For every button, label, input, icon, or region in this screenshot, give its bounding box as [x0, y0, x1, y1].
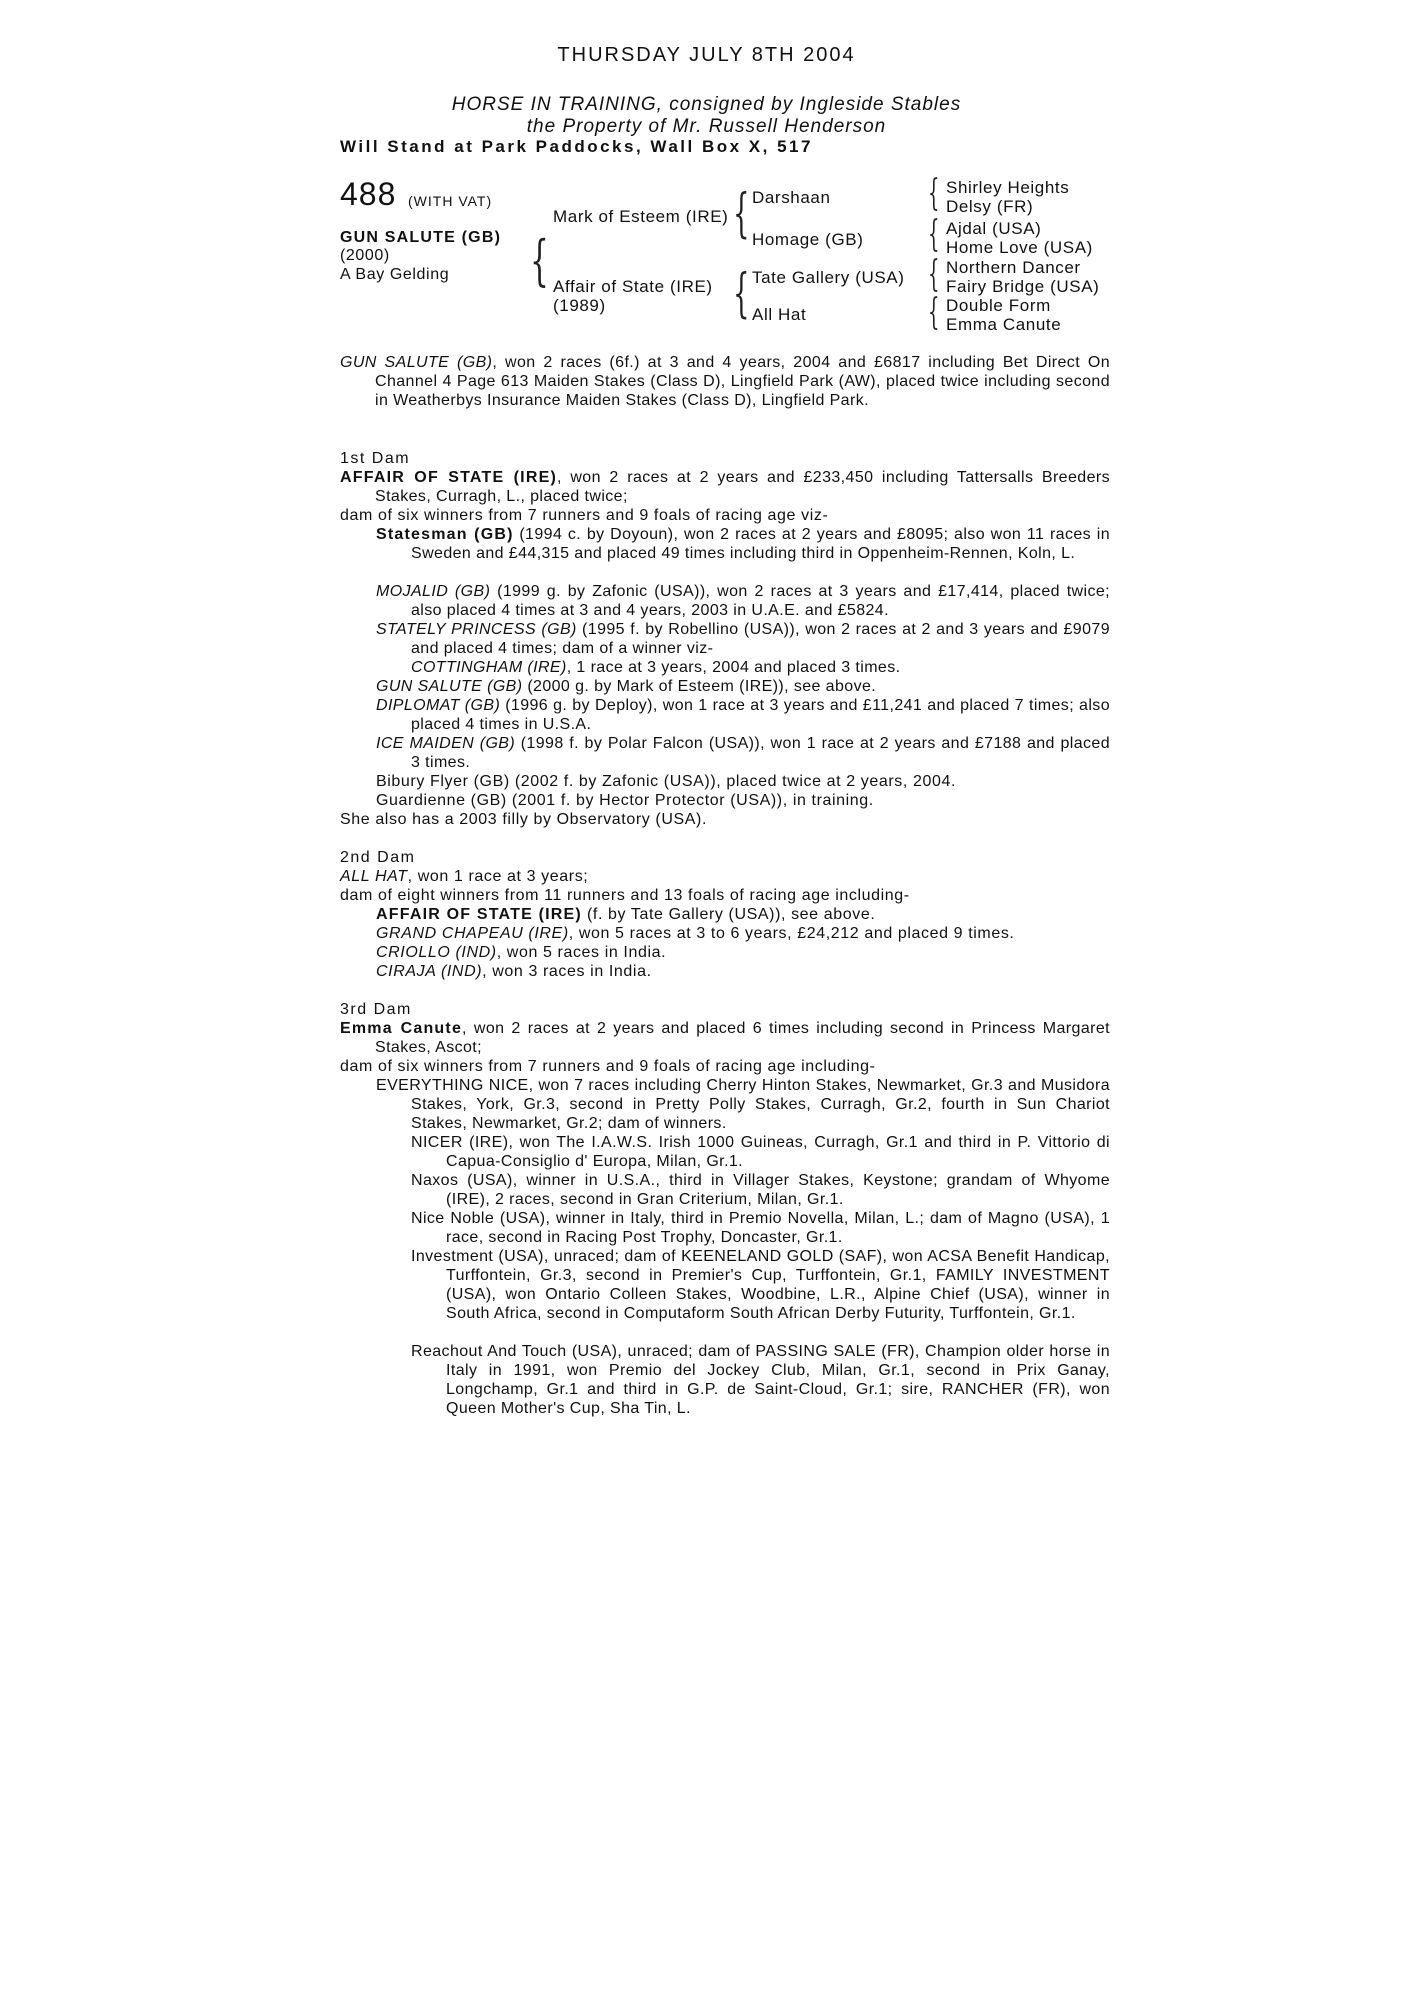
produce-name: COTTINGHAM (IRE)	[411, 659, 567, 676]
produce-item	[376, 791, 874, 810]
produce-item	[376, 582, 1110, 620]
ancestor-5: Northern Dancer	[946, 258, 1081, 277]
produce-name: DIPLOMAT (GB)	[376, 697, 501, 714]
produce-item: Reachout And Touch (USA), unraced; dam of PASSING SALE (FR), Champion older horse in Italy in 1991, won Premio del Jockey Club, Milan, Gr.1, second in Prix Ganay, Longchamp, Gr.1 and third in G.P. de Saint-Cloud, Gr.1; sire, RANCHER (FR), won Queen Mother's Cup, Sha Tin, L.	[411, 1343, 1110, 1417]
produce-text: , won 3 races in India.	[482, 963, 652, 980]
produce-text: Bibury Flyer (GB) (2002 f. by Zafonic (USA)), placed twice at 2 years, 2004.	[376, 773, 957, 790]
race-record-text: , won 2 races (6f.) at 3 and 4 years, 2004 and £6817 including Bet Direct On Channel 4 Page 613 Maiden Stakes (Class D), Lingfield Park (AW), placed twice including second in Weatherbys Insurance Maiden Stakes (Class D), Lingfield Park.	[375, 354, 1110, 409]
produce-item	[376, 620, 1110, 658]
first-dam-text: , won 2 races at 2 years and £233,450 including Tattersalls Breeders Stakes, Curragh, L., placed twice;	[375, 469, 1111, 505]
pedigree-brace: {	[928, 254, 940, 295]
produce-item: Investment (USA), unraced; dam of KEENELAND GOLD (SAF), won ACSA Benefit Handicap, Turffontein, Gr.3, second in Premier's Cup, Turffontein, Gr.1, FAMILY INVESTMENT (USA), won Ontario Colleen Stakes, Woodbine, L.R., Alpine Chief (USA), winner in South Africa, second in Computaform South African Derby Futurity, Turffontein, Gr.1.	[411, 1248, 1110, 1322]
dam-dam: All Hat	[752, 305, 807, 324]
horse-description: A Bay Gelding	[340, 266, 450, 283]
consignment-line-2: the Property of Mr. Russell Henderson	[526, 116, 887, 137]
second-dam-produce-intro: dam of eight winners from 11 runners and 13 foals of racing age including-	[340, 887, 910, 904]
third-dam-text: , won 2 races at 2 years and placed 6 times including second in Princess Margaret Stakes, Ascot;	[375, 1020, 1110, 1056]
pedigree-brace: {	[928, 173, 940, 214]
second-dam-heading: 2nd Dam	[340, 849, 416, 866]
ancestor-3: Ajdal (USA)	[946, 219, 1042, 238]
produce-name: CRIOLLO (IND)	[376, 944, 497, 961]
third-dam-record	[340, 1019, 1110, 1057]
vat-note: (WITH VAT)	[408, 193, 493, 209]
produce-name: AFFAIR OF STATE (IRE)	[376, 906, 582, 923]
produce-item	[376, 696, 1110, 734]
produce-name: ICE MAIDEN (GB)	[376, 735, 516, 752]
first-dam-footer: She also has a 2003 filly by Observatory (USA).	[340, 811, 708, 828]
produce-item: EVERYTHING NICE, won 7 races including Cherry Hinton Stakes, Newmarket, Gr.3 and Musidora Stakes, York, Gr.3, second in Pretty Polly Stakes, Curragh, Gr.2, fourth in Sun Chariot Stakes, Newmarket, Gr.2; dam of winners.	[376, 1077, 1110, 1132]
pedigree-brace: {	[733, 184, 750, 244]
produce-name: MOJALID (GB)	[376, 583, 491, 600]
first-dam-heading: 1st Dam	[340, 450, 411, 467]
ancestor-6: Fairy Bridge (USA)	[946, 277, 1100, 296]
produce-text: (1995 f. by Robellino (USA)), won 2 races at 2 and 3 years and £9079 and placed 4 times; dam of a winner viz-	[411, 621, 1110, 657]
horse-name: GUN SALUTE (GB)	[340, 229, 502, 246]
produce-text: (1994 c. by Doyoun), won 2 races at 2 years and £8095; also won 11 races in Sweden and £44,315 and placed 49 times including third in Oppenheim-Rennen, Koln, L.	[411, 526, 1110, 562]
pedigree-brace: {	[928, 214, 940, 255]
produce-item	[376, 772, 956, 791]
second-dam-name: ALL HAT	[340, 868, 408, 885]
pedigree-brace: {	[928, 292, 940, 333]
produce-name: CIRAJA (IND)	[376, 963, 483, 980]
ancestor-8: Emma Canute	[946, 315, 1062, 334]
sire-dam: Homage (GB)	[752, 230, 864, 249]
sire: Mark of Esteem (IRE)	[553, 207, 729, 226]
produce-name: GUN SALUTE (GB)	[376, 678, 523, 695]
ancestor-7: Double Form	[946, 296, 1051, 315]
produce-text: (f. by Tate Gallery (USA)), see above.	[581, 906, 876, 923]
produce-text: Guardienne (GB) (2001 f. by Hector Protector (USA)), in training.	[376, 792, 874, 809]
consignment-line-1: HORSE IN TRAINING, consigned by Ingleside Stables	[451, 94, 962, 115]
produce-name: Statesman (GB)	[376, 526, 514, 543]
produce-text: (1999 g. by Zafonic (USA)), won 2 races at 3 years and £17,414, placed twice; also placed 4 times at 3 and 4 years, 2003 in U.A.E. and £5824.	[411, 583, 1110, 619]
pedigree-brace: {	[530, 229, 549, 292]
produce-item	[376, 962, 652, 981]
dam-sire: Tate Gallery (USA)	[752, 268, 905, 287]
second-dam-text: , won 1 race at 3 years;	[407, 868, 589, 885]
race-record	[340, 353, 1110, 410]
horse-year: (2000)	[340, 247, 390, 264]
produce-item	[376, 734, 1110, 772]
first-dam-name: AFFAIR OF STATE (IRE)	[340, 469, 557, 486]
third-dam-heading: 3rd Dam	[340, 1001, 412, 1018]
produce-item: Naxos (USA), winner in U.S.A., third in Villager Stakes, Keystone; grandam of Whyome (IRE), 2 races, second in Gran Criterium, Milan, Gr.1.	[411, 1172, 1110, 1208]
sire-sire: Darshaan	[752, 188, 831, 207]
ancestor-4: Home Love (USA)	[946, 238, 1093, 257]
produce-item	[411, 658, 1075, 677]
stand-location: Will Stand at Park Paddocks, Wall Box X, 517	[340, 137, 813, 156]
dam: Affair of State (IRE)	[553, 277, 713, 296]
produce-text: (2000 g. by Mark of Esteem (IRE)), see above.	[522, 678, 877, 695]
sale-date: THURSDAY JULY 8TH 2004	[557, 44, 856, 66]
produce-name: STATELY PRINCESS (GB)	[376, 621, 577, 638]
produce-name: GRAND CHAPEAU (IRE)	[376, 925, 569, 942]
produce-item	[376, 905, 875, 924]
produce-item	[376, 943, 666, 962]
third-dam-produce-intro: dam of six winners from 7 runners and 9 foals of racing age including-	[340, 1058, 876, 1075]
produce-item: Nice Noble (USA), winner in Italy, third in Premio Novella, Milan, L.; dam of Magno (USA), 1 race, second in Racing Post Trophy, Doncaster, Gr.1.	[411, 1210, 1110, 1246]
pedigree-brace: {	[733, 264, 750, 324]
first-dam-produce-intro: dam of six winners from 7 runners and 9 foals of racing age viz-	[340, 507, 829, 524]
produce-text: (1998 f. by Polar Falcon (USA)), won 1 race at 2 years and £7188 and placed 3 times.	[411, 735, 1111, 771]
produce-item	[376, 677, 1075, 696]
produce-text: , 1 race at 3 years, 2004 and placed 3 times.	[566, 659, 901, 676]
produce-text: , won 5 races in India.	[496, 944, 667, 961]
produce-text: (1996 g. by Deploy), won 1 race at 3 years and £11,241 and placed 7 times; also placed 4 times in U.S.A.	[411, 697, 1110, 733]
produce-item	[376, 525, 1110, 563]
first-dam-record	[340, 468, 1110, 506]
produce-item	[376, 924, 1014, 943]
ancestor-2: Delsy (FR)	[946, 197, 1034, 216]
lot-number: 488	[340, 176, 397, 212]
ancestor-1: Shirley Heights	[946, 178, 1070, 197]
produce-item: NICER (IRE), won The I.A.W.S. Irish 1000 Guineas, Curragh, Gr.1 and third in P. Vittorio di Capua-Consiglio d' Europa, Milan, Gr.1.	[411, 1134, 1110, 1170]
third-dam-name: Emma Canute	[340, 1020, 463, 1037]
horse-name-ref: GUN SALUTE (GB)	[340, 354, 493, 371]
dam-year: (1989)	[553, 296, 606, 315]
second-dam-record	[340, 867, 588, 886]
produce-text: , won 5 races at 3 to 6 years, £24,212 and placed 9 times.	[568, 925, 1015, 942]
